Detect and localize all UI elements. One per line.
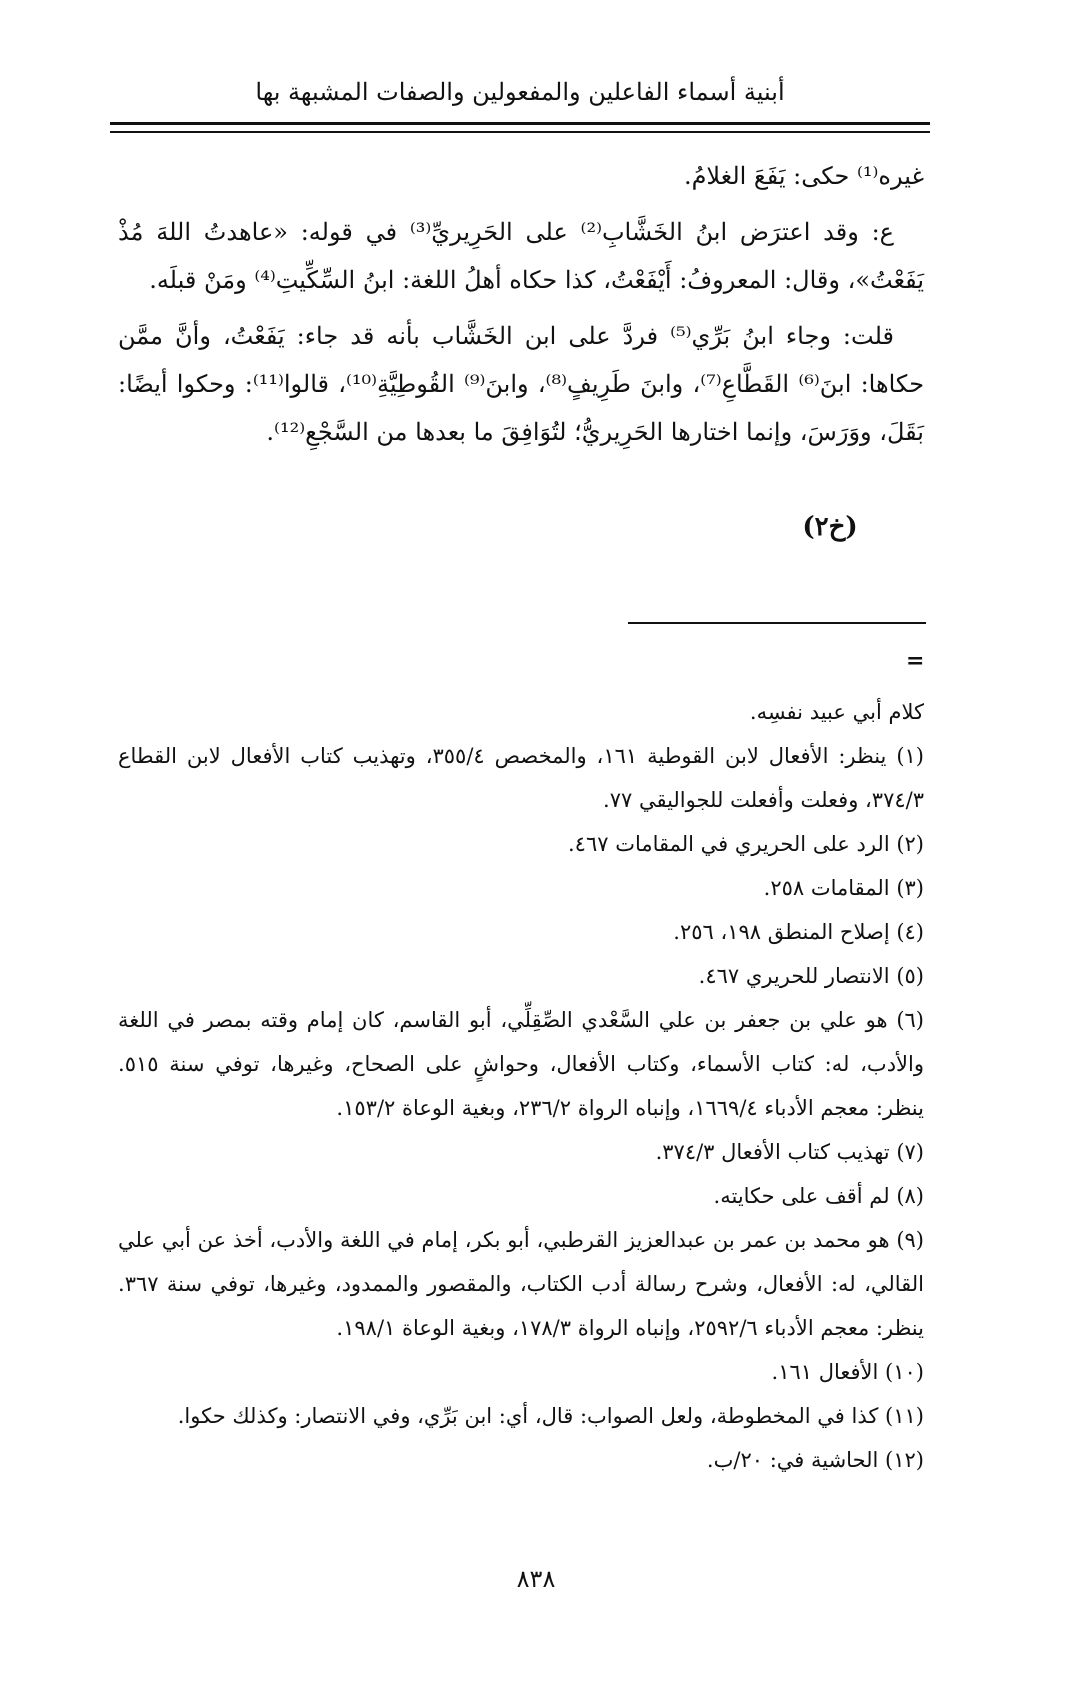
- footnote: (١٢) الحاشية في: ٢٠/ب.: [706, 1448, 924, 1472]
- footnote: (٣) المقامات ٢٥٨.: [763, 876, 924, 900]
- main-text: [118, 152, 924, 464]
- header-rule-thick: [110, 122, 930, 125]
- body-paragraph: غيره⁽¹⁾ حكى: يَفَعَ الغلامُ.: [683, 162, 924, 190]
- manuscript-marker: (خ٢): [802, 512, 858, 542]
- footnote: (٩) هو محمد بن عمر بن عبدالعزيز القرطبي، أبو بكر، إمام في اللغة والأدب، أخذ عن أبي علي القالي، له: الأفعال، وشرح رسالة أدب الكتاب، والمقصور والممدود، وغيرها، توفي سنة ٣٦٧. ينظر: معجم الأدباء ٢٥٩٢/٦، وإنباه الرواة ١٧٨/٣، وبغية الوعاة ١٩٨/١.: [118, 1228, 924, 1340]
- page-number: ٨٣٨: [516, 1565, 556, 1593]
- footnote: (٥) الانتصار للحريري ٤٦٧.: [698, 964, 924, 988]
- footnote: (٧) تهذيب كتاب الأفعال ٣٧٤/٣.: [655, 1140, 924, 1164]
- body-paragraph: ع: وقد اعترَض ابنُ الخَشَّابِ⁽²⁾ على الحَرِيريِّ⁽³⁾ في قوله: «عاهدتُ اللهَ مُذْ يَفَعْتُ»، وقال: المعروفُ: أَيْفَعْتُ، كذا حكاه أهلُ اللغة: ابنُ السِّكِّيتِ⁽⁴⁾ ومَنْ قبلَه.: [118, 218, 924, 294]
- footnote: (٨) لم أقف على حكايته.: [713, 1184, 924, 1208]
- body-paragraph: قلت: وجاء ابنُ بَرِّي⁽⁵⁾ فردَّ على ابن الخَشَّاب بأنه قد جاء: يَفَعْتُ، وأنَّ ممَّن حكاها: ابنَ⁽⁶⁾ القَطَّاعِ⁽⁷⁾، وابنَ طَرِيفٍ⁽⁸⁾، وابنَ⁽⁹⁾ القُوطِيَّةِ⁽¹⁰⁾، قالوا⁽¹¹⁾: وحكوا أيضًا: بَقَلَ، ووَرَسَ، وإنما اختارها الحَرِيريُّ؛ لتُوَافِقَ ما بعدها من السَّجْعِ⁽¹²⁾.: [118, 322, 925, 446]
- running-header: أبنية أسماء الفاعلين والمفعولين والصفات المشبهة بها: [255, 78, 785, 106]
- footnote: (١) ينظر: الأفعال لابن القوطية ١٦١، والمخصص ٣٥٥/٤، وتهذيب كتاب الأفعال لابن القطاع ٣٧٤/٣، وفعلت وأفعلت للجواليقي ٧٧.: [118, 744, 924, 812]
- header-rule-thin: [110, 131, 930, 133]
- footnote-continuation-mark: =: [906, 648, 925, 674]
- footnote: (١٠) الأفعال ١٦١.: [771, 1360, 924, 1384]
- footnote: (٤) إصلاح المنطق ١٩٨، ٢٥٦.: [673, 920, 924, 944]
- footnote-separator: [628, 622, 926, 624]
- footnote: (٦) هو علي بن جعفر بن علي السَّعْدي الصِّقِلِّي، أبو القاسم، كان إمام وقته بمصر في اللغة والأدب، له: كتاب الأسماء، وكتاب الأفعال، وحواشٍ على الصحاح، وغيرها، توفي سنة ٥١٥. ينظر: معجم الأدباء ١٦٦٩/٤، وإنباه الرواة ٢٣٦/٢، وبغية الوعاة ١٥٣/٢.: [118, 1008, 924, 1120]
- footnotes: [118, 690, 924, 1482]
- footnote: (٢) الرد على الحريري في المقامات ٤٦٧.: [567, 832, 924, 856]
- footnote: (١١) كذا في المخطوطة، ولعل الصواب: قال، أي: ابن بَرِّي، وفي الانتصار: وكذلك حكوا.: [177, 1404, 924, 1428]
- footnote: كلام أبي عبيد نفسِه.: [749, 700, 924, 724]
